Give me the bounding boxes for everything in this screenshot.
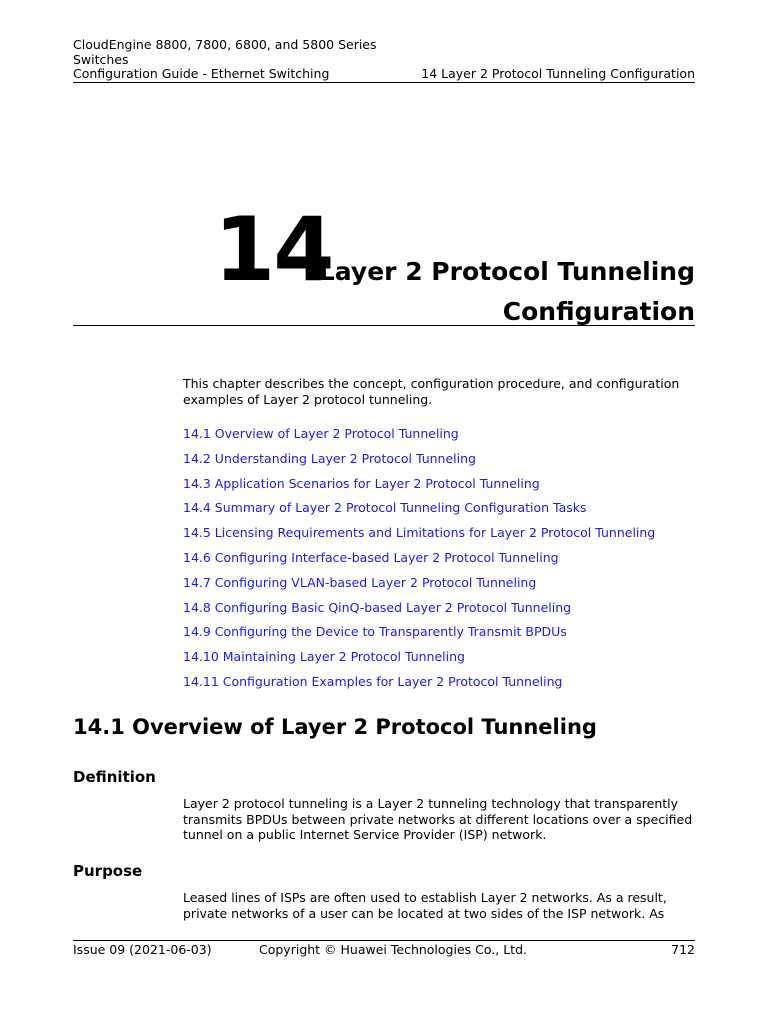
toc-link-14-4[interactable]: 14.4 Summary of Layer 2 Protocol Tunneling Configuration Tasks — [183, 500, 587, 516]
header-chapter-title: 14 Layer 2 Protocol Tunneling Configuration — [421, 66, 695, 81]
toc-link-14-7[interactable]: 14.7 Configuring VLAN-based Layer 2 Protocol Tunneling — [183, 574, 537, 590]
footer-page-number: 712 — [671, 942, 695, 957]
section-title: 14.1 Overview of Layer 2 Protocol Tunneling — [73, 715, 597, 739]
purpose-text: Leased lines of ISPs are often used to establish Layer 2 networks. As a result, private networks of a user can be located at two sides of the ISP network. As — [183, 890, 667, 921]
toc-link-14-9[interactable]: 14.9 Configuring the Device to Transparently Transmit BPDUs — [183, 624, 567, 640]
toc-link-14-5[interactable]: 14.5 Licensing Requirements and Limitations for Layer 2 Protocol Tunneling — [183, 525, 656, 541]
footer-copyright: Copyright © Huawei Technologies Co., Ltd. — [259, 942, 527, 957]
header-product-line1: CloudEngine 8800, 7800, 6800, and 5800 Series — [73, 37, 377, 52]
chapter-divider — [73, 325, 695, 326]
toc-link-14-1[interactable]: 14.1 Overview of Layer 2 Protocol Tunneling — [183, 426, 459, 441]
chapter-title-line1: Layer 2 Protocol Tunneling — [318, 257, 695, 286]
toc-link-14-8[interactable]: 14.8 Configuring Basic QinQ-based Layer 2 Protocol Tunneling — [183, 599, 572, 615]
chapter-title-line2: Configuration — [502, 297, 695, 326]
page-header-left — [73, 38, 377, 82]
header-divider — [73, 82, 695, 83]
definition-heading: Definition — [73, 768, 156, 786]
chapter-toc — [183, 426, 655, 699]
toc-link-14-2[interactable]: 14.2 Understanding Layer 2 Protocol Tunneling — [183, 450, 476, 466]
toc-link-14-3[interactable]: 14.3 Application Scenarios for Layer 2 Protocol Tunneling — [183, 475, 540, 491]
chapter-intro: This chapter describes the concept, configuration procedure, and configuration examples of Layer 2 protocol tunneling. — [183, 376, 680, 407]
header-product-line2: Switches — [73, 51, 129, 67]
footer-issue: Issue 09 (2021-06-03) — [73, 942, 212, 957]
purpose-heading: Purpose — [73, 862, 143, 880]
toc-link-14-11[interactable]: 14.11 Configuration Examples for Layer 2 Protocol Tunneling — [183, 673, 563, 689]
footer-divider — [73, 940, 695, 941]
toc-link-14-10[interactable]: 14.10 Maintaining Layer 2 Protocol Tunneling — [183, 649, 465, 665]
header-guide-title: Configuration Guide - Ethernet Switching — [73, 66, 330, 81]
chapter-number: 14 — [214, 198, 333, 301]
toc-link-14-6[interactable]: 14.6 Configuring Interface-based Layer 2 Protocol Tunneling — [183, 549, 559, 565]
definition-text: Layer 2 protocol tunneling is a Layer 2 tunneling technology that transparently transmits BPDUs between private networks at different locations over a specified tunnel on a public Internet Service Provider (ISP) network. — [183, 796, 693, 842]
chapter-title — [315, 252, 695, 332]
